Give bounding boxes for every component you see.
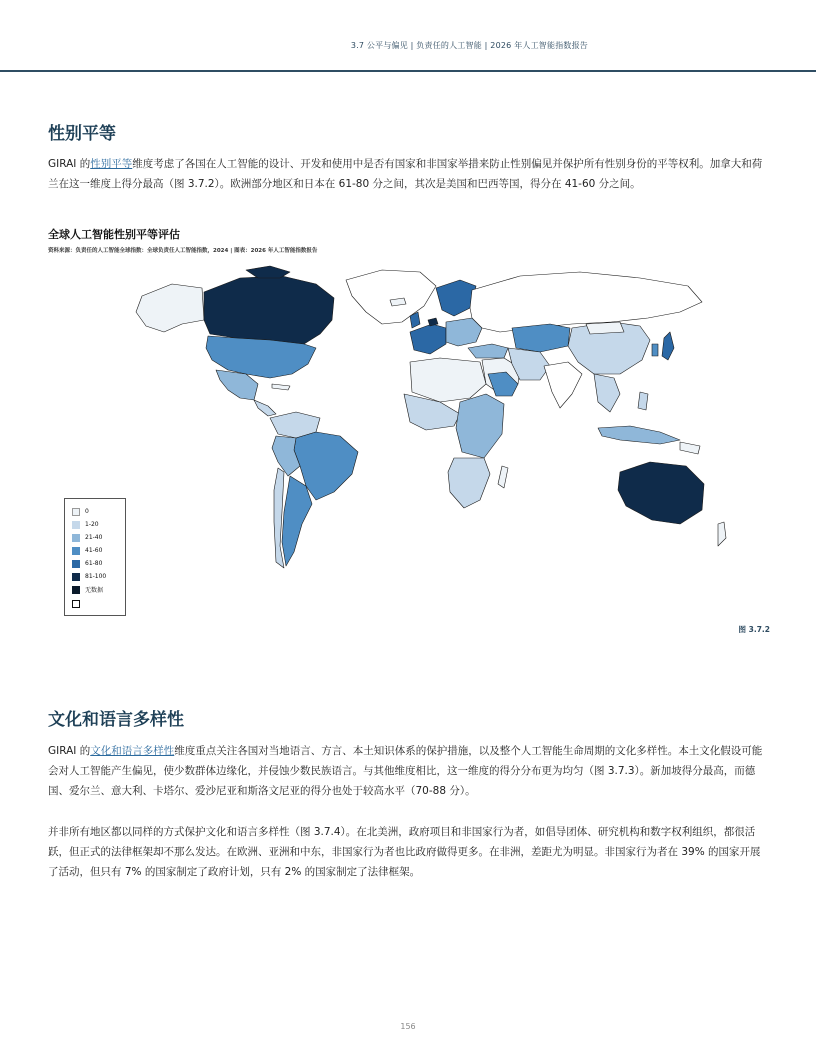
map-turkey	[468, 344, 508, 358]
legend-label: 81-100	[85, 573, 107, 580]
legend-item	[72, 585, 103, 594]
legend-label: 41-60	[85, 547, 103, 554]
map-png	[680, 442, 700, 454]
legend-swatch	[72, 573, 80, 581]
legend-label: 21-40	[85, 534, 103, 541]
map-madagascar	[498, 466, 508, 488]
world-choropleth-map	[120, 262, 740, 620]
map-canada-islands	[246, 266, 290, 278]
legend-item	[72, 546, 102, 555]
legend-item	[72, 507, 89, 516]
legend-swatch	[72, 560, 80, 568]
para-prefix: GIRAI 的	[48, 745, 91, 757]
legend-item	[72, 559, 102, 568]
page-number: 156	[400, 1022, 416, 1031]
cultural-diversity-paragraph-2: 并非所有地区都以同样的方式保护文化和语言多样性（图 3.7.4）。在北美洲，政府项目和非国家行为者，如倡导团体、研究机构和数字权利组织，都很活跃，但正式的法律框架却不那么发达。在欧洲、亚洲和中东，非国家行为者也比政府做得更多。在非洲，差距尤为明显。非国家行为者在 39% 的国家开展了活动，但只有 7% 的国家制定了政府计划，只有 2% 的国家制定了法律框架。	[48, 826, 761, 878]
legend-item	[72, 599, 85, 608]
cultural-diversity-link[interactable]: 文化和语言多样性	[90, 745, 175, 757]
para-body: 维度考虑了各国在人工智能的设计、开发和使用中是否有国家和非国家举措来防止性别偏见并保护所有性别身份的平等权利。加拿大和荷兰在这一维度上得分最高（图 3.7.2）。欧洲部分地区和日本在 61-80 分之间，其次是美国和巴西等国，得分在 41-60 分之间。	[48, 158, 763, 190]
section-title-cultural-linguistic-diversity: 文化和语言多样性	[48, 710, 184, 730]
map-japan	[662, 332, 674, 360]
map-caribbean	[272, 384, 290, 390]
map-philippines	[638, 392, 648, 410]
legend-swatch	[72, 534, 80, 542]
map-greenland	[346, 270, 436, 324]
legend-label: 无数据	[85, 587, 104, 594]
map-chile	[274, 468, 284, 568]
para-body: 维度重点关注各国对当地语言、方言、本土知识体系的保护措施，以及整个人工智能生命周期的文化多样性。本土文化假设可能会对人工智能产生偏见，使少数群体边缘化，并侵蚀少数民族语言。与其他维度相比，这一维度的得分分布更为均匀（图 3.7.3）。新加坡得分最高，而德国、爱尔兰、意大利、卡塔尔、爱沙尼亚和斯洛文尼亚的得分也处于较高水平（70-88 分）。	[48, 745, 763, 797]
legend-item	[72, 572, 106, 581]
legend-swatch	[72, 521, 80, 529]
map-canada	[204, 276, 334, 344]
figure-number: 图 3.7.2	[738, 625, 770, 634]
map-india	[544, 362, 582, 408]
legend-swatch	[72, 600, 80, 608]
gender-equality-link[interactable]: 性别平等	[90, 158, 133, 170]
cultural-diversity-paragraph-1	[48, 741, 770, 801]
para-prefix: GIRAI 的	[48, 158, 91, 170]
map-western-europe	[410, 324, 446, 354]
map-southeast-asia	[594, 374, 620, 412]
gender-equality-paragraph	[48, 154, 770, 194]
legend-swatch	[72, 508, 80, 516]
map-central-america	[254, 400, 276, 416]
map-new-zealand	[718, 522, 726, 546]
running-header: 3.7 公平与偏见 | 负责任的人工智能 | 2026 年人工智能指数报告	[350, 41, 588, 50]
legend-label: 0	[85, 508, 89, 515]
figure-title: 全球人工智能性别平等评估	[48, 228, 180, 241]
map-southern-africa	[448, 458, 490, 508]
map-mongolia	[586, 322, 624, 334]
map-indonesia	[598, 426, 680, 444]
map-scandinavia	[436, 280, 476, 316]
legend-label: 61-80	[85, 560, 103, 567]
figure-source: 资料来源：负责任的人工智能全球指数：全球负责任人工智能指数，2024 | 图表：2026 年人工智能指数报告	[48, 248, 318, 254]
map-alaska	[136, 284, 204, 332]
map-legend	[64, 498, 126, 616]
map-russia	[470, 272, 702, 332]
map-north-africa	[410, 358, 486, 402]
header-divider	[0, 70, 816, 72]
legend-item	[72, 533, 102, 542]
section-title-gender-equality: 性别平等	[48, 124, 116, 144]
legend-swatch	[72, 547, 80, 555]
map-east-africa	[456, 394, 504, 458]
legend-item	[72, 520, 99, 529]
map-central-asia	[512, 324, 570, 352]
map-netherlands	[428, 318, 438, 326]
map-korea	[652, 344, 658, 356]
map-argentina	[282, 476, 312, 566]
legend-label: 1-20	[85, 521, 99, 528]
legend-swatch	[72, 586, 80, 594]
map-australia	[618, 462, 704, 524]
